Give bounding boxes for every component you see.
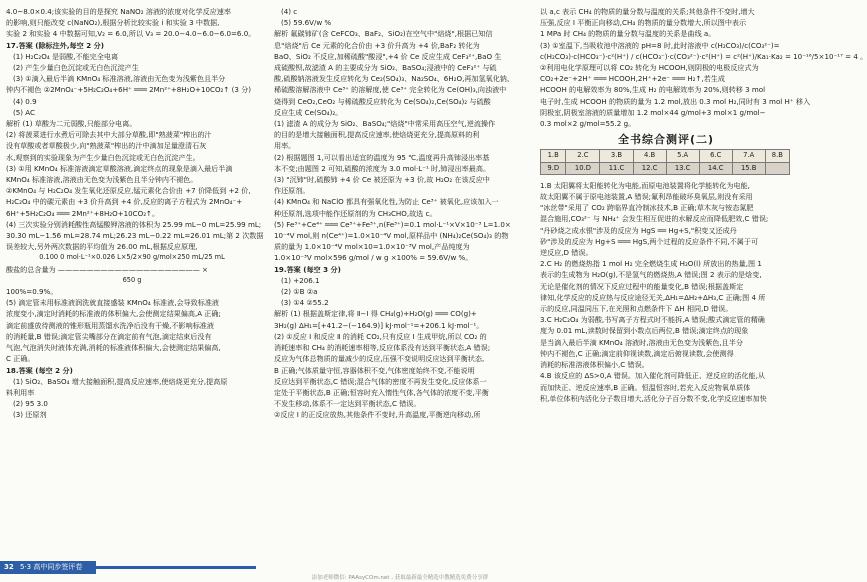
text-line: (2) ①反应 Ⅰ 和反应 Ⅱ 的消耗 CO₂,只有反应 Ⅰ 生成甲烷,所以 CO₂ 的 xyxy=(274,331,487,341)
text-line: 4.0~8.0×0.4;该实验的目的是探究 NaNO₂ 溶液的浓度对化学反应速率 xyxy=(6,7,231,16)
text-line: 浓度变小,滴定时消耗的标准液的体积偏大,会使测定结果偏高,A 正确; xyxy=(6,309,221,319)
text-line: B 正确;气体质量守恒,容器体积不变,气体密度始终不变,不能说明 xyxy=(274,365,475,375)
text-line: 18.答案 (每空 2 分) xyxy=(6,365,73,375)
text-line: (3) ①滴入最后半滴 KMnO₄ 标准溶液,溶液由无色变为浅紫色且半分 xyxy=(13,74,226,84)
text-line: 19.答案 (每空 3 分) xyxy=(274,264,341,274)
text-line: C 正确。 xyxy=(6,354,35,364)
text-line: (2) ①B ②a xyxy=(281,287,318,297)
text-line: 是当滴入最后半滴 KMnO₄ 溶液时,溶液由无色变为浅紫色,且半分 xyxy=(540,337,743,347)
text-line: 定处于平衡状态,B 正确;恒容时充入惰性气体,各气体的浓度不变,平衡 xyxy=(274,387,489,397)
text-line: c(H₂CO₃)·c(HCO₃⁻)·c²(H⁺) / c(HCO₃⁻)·c(CO₃²⁻)·c²(H⁺) = c²(H⁺)/Ka₁·Ka₂ = 10⁻¹⁶/5×10⁻¹⁷ = 4 。 xyxy=(540,51,867,61)
answer-cell: 2.C xyxy=(566,150,600,162)
answer-table xyxy=(540,149,790,174)
text-line: 作还原剂。 xyxy=(274,186,310,196)
watermark-text: 添加老师微信: PAAsyCOm.net , 获取最新最全精选中教精选免费分享群 xyxy=(311,575,489,581)
answer-row-2 xyxy=(541,162,790,174)
text-line: 逆反应,D 错误。 xyxy=(540,248,593,258)
column-right-upper xyxy=(540,6,867,129)
answer-cell: 4.B xyxy=(633,150,666,162)
text-line: 反应达到平衡状态,C 错误;混合气体的密度不再发生变化,反应体系一 xyxy=(274,376,487,386)
text-line: (4) 0.9 xyxy=(13,96,37,106)
text-line: (2) 95 3.0 xyxy=(13,399,48,409)
answer-cell: 13.C xyxy=(666,162,699,174)
text-line: 种还原剂,选项中能作还原剂的为 CH₃CHO,故选 c。 xyxy=(274,208,437,218)
answer-cell: 14.C xyxy=(699,162,732,174)
text-line: 10⁻⁴V mol,则 n(Ce⁴⁺)=1.0×10⁻⁴V mol,原样品中 (NH₄)₂Ce(SO₄)₃ 的物 xyxy=(274,231,509,241)
text-line: 律知,化学反应的反应热与反应途径无关,ΔH₁=ΔH₂+ΔH₃,C 正确;图 4 所 xyxy=(540,292,766,302)
text-line: 度为 0.01 mL,读数时保留到小数点后两位,B 错误;滴定终点的现象 xyxy=(540,326,749,336)
answer-cell: 12.C xyxy=(633,162,666,174)
text-line: 故太阳翼不属于原电池装置,A 错误;氟利昂能破坏臭氧层,则没有采用 xyxy=(540,192,753,202)
text-line: 650 g xyxy=(122,275,142,284)
text-line: (5) Fe³⁺+Ce⁴⁺ ═══ Ce³⁺+Fe³⁺,n(Fe³⁺)=0.1 mol·L⁻¹×V×10⁻³ L=1.0× xyxy=(274,219,511,229)
text-line: (3) "沉铈"时,硫酸铈 +4 价 Ce 被还原为 +3 价,故 H₂O₂ 在该反应中 xyxy=(274,175,490,185)
text-line: (5) 滴定管未用标准液润洗就直接盛装 KMnO₄ 标准液,会导致标准液 xyxy=(6,298,220,308)
column-middle xyxy=(274,6,526,554)
column-right-lower xyxy=(540,180,792,404)
text-line: 气泡,气泡消失时液体充满,消耗的标准液体积偏大,会使测定结果偏高, xyxy=(6,343,221,353)
text-line: 不发生移动,体系不一定达到平衡状态,C 错误。 xyxy=(274,399,421,409)
answer-cell: 9.D xyxy=(541,162,566,174)
text-line: 4.B 该反应的 ΔS>0,A 错误。加入催化剂可降低正、逆反应的活化能,从 xyxy=(540,371,765,381)
text-line: (1) H₂C₂O₄ 是弱酸,不能完全电离 xyxy=(13,51,119,61)
text-line: 1.0×10⁻³V mol×596 g/mol / w g ×100% = 59.6V/w %。 xyxy=(274,253,473,263)
text-line: 17.答案 (除标注外,每空 2 分) xyxy=(6,40,104,50)
text-line: H₂C₂O₄ 中的碳元素由 +3 价升高到 +4 价,反应的离子方程式为 2MnO₄⁻+ xyxy=(6,197,243,207)
text-line: 消耗的标准溶液体积偏小,C 错误。 xyxy=(540,360,649,370)
text-line: 解析 氟碳铈矿(含 CeFCO₃、BaF₂、SiO₂)在空气中"焙烧",根据已知信 xyxy=(274,29,493,39)
page-number: 32 xyxy=(4,563,14,571)
text-line: 1 MPa 时 CH₄ 的物质的量分数与温度的关系是曲线 a。 xyxy=(540,29,716,39)
text-line: CO₂+2e⁻+2H⁺ ═══ HCOOH,2H⁺+2e⁻ ═══ H₂↑,若生成 xyxy=(540,74,725,84)
text-line: (4) c xyxy=(281,7,298,16)
answer-cell: 15.B xyxy=(732,162,765,174)
text-line: BaO、SiO₂ 不反应,加稀硫酸"酸浸",+4 价 Ce 反应生成 CeF₃²⁺,BaO 生 xyxy=(274,51,502,61)
text-line: (1) SiO₂、BaSO₄ 增大接触面积,提高反应速率,使焙烧更充分,提高原 xyxy=(13,376,228,386)
text-line: "冰丝带"采用了 CO₂ 跨临界直冷制冰技术,B 正确;草木灰与铵态氮肥 xyxy=(540,203,754,213)
text-line: 息"焙烧"后 Ce 元素的化合价由 +3 价升高为 +4 价,BaF₂ 转化为 xyxy=(274,40,480,50)
text-line: "丹砂烧之成水银"涉及的反应为 HgS ══ Hg+S,"积变又还成丹 xyxy=(540,225,737,235)
text-line: 酸,硫酸钠溶液发生反应转化为 Ce₂(SO₄)₃、Na₂SO₄、6H₂O,再加氢氧化钠、 xyxy=(274,74,514,84)
text-line: (5) 59.6V/w % xyxy=(281,18,332,28)
text-line: 0.3 mol×2 g/mol=55.2 g。 xyxy=(540,119,636,129)
text-line: 质的量为 1.0×10⁻⁴V mol×10=1.0×10⁻³V mol,产品纯度为 xyxy=(274,242,470,252)
text-line: 混合施用,CO₃²⁻ 与 NH₄⁺ 会发生相互促进的水解反应而降低肥效,C 错误; xyxy=(540,214,769,224)
text-line: (1) 滤渣 A 的成分为 SiO₂、BaSO₄;"焙烧"中常采用高压空气,逆流操作 xyxy=(274,119,496,129)
text-line: 钟内不褪色,C 正确;滴定前仰视读数,滴定后俯视读数,会使测得 xyxy=(540,348,734,358)
text-line: (1) +206.1 xyxy=(281,275,320,285)
text-line: 2.C H₂ 的燃烧热指 1 mol H₂ 完全燃烧生成 H₂O(l) 所放出的热量,图 1 xyxy=(540,259,762,269)
section-title: 全书综合测评(二) xyxy=(617,133,715,147)
text-line: 30.30 mL−1.56 mL=28.74 mL;26.23 mL−0.22 mL=26.01 mL;第 2 次数据 xyxy=(6,231,264,241)
text-line: (4) KMnO₄ 和 NaClO 都具有强氧化性,为防止 Ce³⁺ 被氧化,应该加入一 xyxy=(274,197,499,207)
text-line: 0.100 0 mol·L⁻¹×0.026 L×5/2×90 g/mol×250 mL/25 mL xyxy=(39,253,225,262)
text-line: ②反应 Ⅰ 的正反应放热,其他条件不变时,升高温度,平衡逆向移动,所 xyxy=(274,410,481,420)
text-line: 滴定前盛放待测液的锥形瓶用蒸馏水洗净后没有干燥,不影响标准液 xyxy=(6,320,214,330)
text-line: (5) AC xyxy=(13,107,35,117)
text-line: 烧得到 CeO₂,CeO₂ 与稀硫酸反应转化为 Ce(SO₄)₂,Ce(SO₄)₂ 与硫酸 xyxy=(274,96,491,106)
text-line: 积,单位体积内活化分子数目增大,活化分子百分数不变,化学反应速率加快 xyxy=(540,393,767,403)
answer-cell xyxy=(765,162,789,174)
text-line: HCOOH 的电解效率为 80%,生成 H₂ 的电解效率为 20%,则转移 3 mol xyxy=(540,85,766,95)
answer-cell: 3.B xyxy=(600,150,633,162)
text-line: 解析 (1) 草酸为二元弱酸,只能部分电离。 xyxy=(6,119,137,129)
text-line: 实验 2 和实验 4 中数据可知,V₂ = 6.0,所以 V₃ = 20.0−4.0−6.0−6.0=6.0。 xyxy=(6,29,256,39)
text-line: (2) 产生少量白色沉淀或无白色沉淀产生 xyxy=(13,63,139,73)
text-line: 反应为气体总物质的量减少的反应,压强不变说明反应达到平衡状态, xyxy=(274,354,485,364)
text-line: 水,观察到的实验现象为产生少量白色沉淀或无白色沉淀产生。 xyxy=(6,152,200,162)
text-line: 的影响,则只能改变 c(NaNO₂),根据分析比较实验 i 和实验 3 中数据, xyxy=(6,18,220,28)
answer-cell: 10.D xyxy=(566,162,600,174)
text-line: 压强,反应 Ⅰ 平衡正向移动,CH₄ 的物质的量分数增大,所以图中表示 xyxy=(540,18,747,28)
text-line: 示的反应,同温同压下,在光照和点燃条件下 ΔH 相同,D 错误。 xyxy=(540,304,733,314)
answer-cell: 1.B xyxy=(541,150,566,162)
text-line: (4) 三次实验分别消耗酸性高锰酸钾溶液的体积为 25.99 mL−0 mL=25.99 mL; xyxy=(6,219,262,229)
text-line: 6H⁺+5H₂C₂O₄ ═══ 2Mn²⁺+8H₂O+10CO₂↑。 xyxy=(6,208,160,218)
column-left xyxy=(6,6,264,554)
text-line: 反应生成 Ce(SO₄)₂。 xyxy=(274,107,343,117)
text-line: 1.B 太阳翼将太阳能转化为电能,而原电池装置将化学能转化为电能, xyxy=(540,180,750,190)
answer-cell: 11.C xyxy=(600,162,633,174)
answer-cell: 6.C xyxy=(699,150,732,162)
text-line: 100%=0.9%。 xyxy=(6,287,58,297)
text-line: 没有草酸或者草酸极少,向"熟菠菜"榨出的汁中滴加足量澄清石灰 xyxy=(6,141,207,151)
text-line: KMnO₄ 标准溶液,溶液由无色变为浅紫色且半分钟内不褪色。 xyxy=(6,175,198,185)
text-line: 无论是催化剂的情况下反应过程中的能量变化,B 错误;根据盖斯定 xyxy=(540,281,744,291)
column-right xyxy=(540,6,867,554)
text-line: 的目的是增大接触面积,提高反应速率,使焙烧更充分,提高原料的利 xyxy=(274,130,480,140)
footer-bar xyxy=(96,566,256,569)
answer-cell: 5.A xyxy=(666,150,699,162)
text-line: 的消耗量,B 错误;滴定管尖嘴部分在滴定前有气泡,滴定结束后没有 xyxy=(6,331,212,341)
text-line: (2) 根据题图 1,可以看出适宜的温度为 95 ℃,温度再升高铈浸出率基 xyxy=(274,152,490,162)
text-line: 砂"涉及的反应为 Hg+S ═══ HgS,两个过程的反应条件不同,不属于可 xyxy=(540,236,759,246)
answer-cell: 7.A xyxy=(732,150,765,162)
text-line: (3) ①室温下,当吸收池中溶液的 pH=8 时,此时溶液中 c(H₂CO₃)/c(CO₃²⁻)= xyxy=(540,40,780,50)
text-line: ②利用电化学原理可以将 CO₂ 转化为 HCOOH,则阴极的电极反应式为 xyxy=(540,63,759,73)
text-line: 钟内不褪色 ②2MnO₄⁻+5H₂C₂O₄+6H⁺ ═══ 2Mn²⁺+8H₂O+10CO₂↑ (3 分) xyxy=(6,85,251,95)
text-line: 表示的生成物为 H₂O(g),不是氢气的燃烧热,A 错误;图 2 表示的是焓变, xyxy=(540,270,762,280)
answer-cell: 8.B xyxy=(765,150,789,162)
text-line: 3H₂(g) ΔH₁=[+41.2−(−164.9)] kJ·mol⁻¹=+206.1 kJ·mol⁻¹。 xyxy=(274,320,484,330)
text-line: 解析 (1) 根据盖斯定律,将 Ⅱ−Ⅰ 得 CH₄(g)+H₂O(g) ═══ CO(g)+ xyxy=(274,309,477,319)
text-line: (3) 还原剂 xyxy=(13,410,47,420)
book-title: 5·3 高中同步签评卷 xyxy=(19,563,83,571)
text-line: 而加快正、逆反应速率,B 正确。恒温恒容时,若充入反应物氧单质体 xyxy=(540,382,751,392)
text-line: 稀硫酸溶解溶液中 Ce³⁺ 的溶解度,使 Ce³⁺ 完全转化为 Ce(OH)₃,向浊液中 xyxy=(274,85,507,95)
text-line: 料利用率 xyxy=(6,387,35,397)
text-line: (2) 将菠菜进行水煮后可除去其中大部分草酸,即"熟菠菜"榨出的汁 xyxy=(6,130,212,140)
answer-row-1 xyxy=(541,150,790,162)
text-line: 用率。 xyxy=(274,141,296,151)
text-line: 消耗速率和 CH₄ 的消耗速率相等,反应体系没有达到平衡状态,A 错误; xyxy=(274,343,491,353)
text-line: 本不变;由题图 2 可知,硫酸的浓度为 3.0 mol·L⁻¹ 时,铈浸出率最高。 xyxy=(274,163,491,173)
text-line: 电子时,生成 HCOOH 的物质的量为 1.2 mol,放出 0.3 mol H₂,同时有 3 mol H⁺ 移入 xyxy=(540,96,811,106)
text-line: 以 a,c 表示 CH₄ 的物质的量分数与温度的关系;其他条件不变时,增大 xyxy=(540,7,755,16)
text-line: ②KMnO₄ 与 H₂C₂O₄ 发生氧化还原反应,锰元素化合价由 +7 价降低到 +2 价, xyxy=(6,186,251,196)
text-line: 成硫酸钡,故滤渣 A 的主要成分为 SiO₂、BaSO₄;浸液中的 CeF₃²⁺ 与硫 xyxy=(274,63,497,73)
text-line: (3) ①4 ②55.2 xyxy=(281,298,329,308)
text-line: 误差较大,另外两次数据的平均值为 26.00 mL,根据反应原理, xyxy=(6,242,198,252)
text-line: 阴极室,阴极室溶液的质量增加 1.2 mol×44 g/mol+3 mol×1 g/mol− xyxy=(540,107,766,117)
text-line: 3.C H₂C₂O₄ 为弱酸,书写离子方程式时不能拆,A 错误;酸式滴定管的精确 xyxy=(540,315,765,325)
text-line: 酸盐的总含量为 ———————————————————— × xyxy=(6,264,208,274)
text-line: (3) ①用 KMnO₄ 标准溶液滴定草酸溶液,滴定终点的现象是滴入最后半滴 xyxy=(6,163,233,173)
